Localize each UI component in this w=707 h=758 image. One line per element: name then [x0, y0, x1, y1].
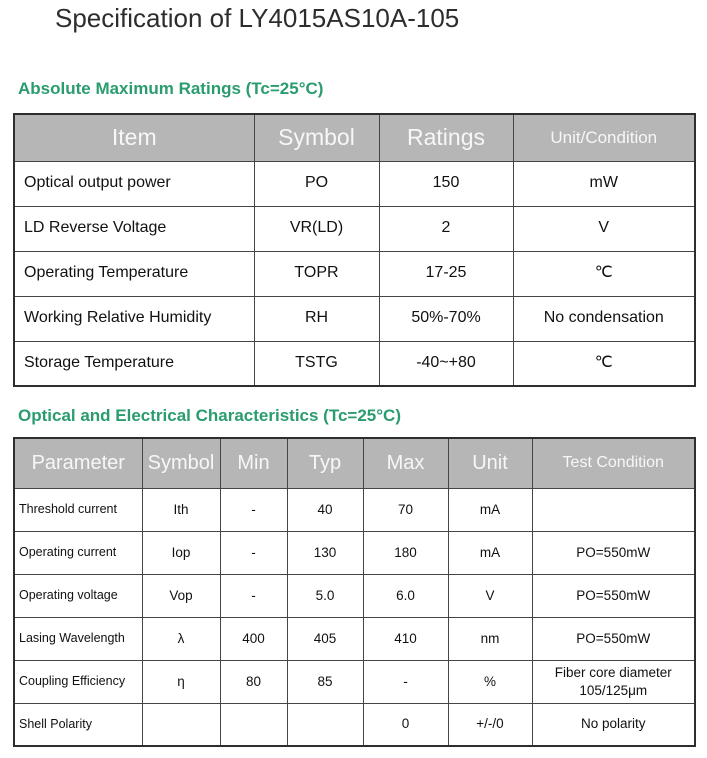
table-cell: -	[220, 531, 287, 574]
table-cell: 85	[287, 660, 363, 703]
table-cell: 0	[363, 703, 448, 746]
table-cell: Coupling Efficiency	[14, 660, 142, 703]
table-cell	[220, 703, 287, 746]
table-cell: %	[448, 660, 532, 703]
table-cell: TOPR	[254, 251, 379, 296]
table-cell: 70	[363, 488, 448, 531]
column-header-parameter: Parameter	[14, 438, 142, 488]
table-cell: 50%-70%	[379, 296, 513, 341]
table-cell: PO=550mW	[532, 574, 695, 617]
table-cell: VR(LD)	[254, 206, 379, 251]
table-cell: Ith	[142, 488, 220, 531]
section-heading-optical-electrical-characteristics: Optical and Electrical Characteristics (Tc=25°C)	[18, 406, 401, 425]
table-cell: 130	[287, 531, 363, 574]
table-cell: Shell Polarity	[14, 703, 142, 746]
table-cell: 40	[287, 488, 363, 531]
table-header-row	[14, 114, 695, 161]
table-row	[14, 296, 695, 341]
table-cell: 180	[363, 531, 448, 574]
column-header-symbol: Symbol	[254, 114, 379, 161]
table-cell: V	[448, 574, 532, 617]
table-row	[14, 531, 695, 574]
table-cell: 17-25	[379, 251, 513, 296]
table-cell: Vop	[142, 574, 220, 617]
table-cell: 80	[220, 660, 287, 703]
column-header-typ: Typ	[287, 438, 363, 488]
table-cell: No polarity	[532, 703, 695, 746]
table-cell: Lasing Wavelength	[14, 617, 142, 660]
table-cell: -	[363, 660, 448, 703]
table-cell	[532, 488, 695, 531]
optical-electrical-characteristics-table	[13, 437, 696, 747]
table-row	[14, 341, 695, 386]
table-cell: LD Reverse Voltage	[14, 206, 254, 251]
table-row	[14, 488, 695, 531]
table-cell: PO=550mW	[532, 531, 695, 574]
table-cell: PO=550mW	[532, 617, 695, 660]
table-cell: -40~+80	[379, 341, 513, 386]
table-row	[14, 574, 695, 617]
table-cell: V	[513, 206, 695, 251]
table-cell: 5.0	[287, 574, 363, 617]
table-row	[14, 660, 695, 703]
column-header-unit-condition: Unit/Condition	[513, 114, 695, 161]
table-row	[14, 206, 695, 251]
table-cell: -	[220, 574, 287, 617]
column-header-test-condition: Test Condition	[532, 438, 695, 488]
table-cell: ℃	[513, 251, 695, 296]
table-cell: Fiber core diameter 105/125μm	[532, 660, 695, 703]
table-cell: 405	[287, 617, 363, 660]
table-cell: mA	[448, 488, 532, 531]
table-cell: Iop	[142, 531, 220, 574]
table-cell: RH	[254, 296, 379, 341]
table-cell: 150	[379, 161, 513, 206]
table-cell: η	[142, 660, 220, 703]
section-heading-absolute-maximum-ratings: Absolute Maximum Ratings (Tc=25°C)	[18, 79, 324, 98]
table-cell: 410	[363, 617, 448, 660]
table-cell: Working Relative Humidity	[14, 296, 254, 341]
table-cell: TSTG	[254, 341, 379, 386]
column-header-symbol: Symbol	[142, 438, 220, 488]
table-cell: Threshold current	[14, 488, 142, 531]
table-cell	[287, 703, 363, 746]
page-title: Specification of LY4015AS10A-105	[55, 3, 460, 33]
table-cell: ℃	[513, 341, 695, 386]
table-cell: Optical output power	[14, 161, 254, 206]
table-row	[14, 251, 695, 296]
column-header-item: Item	[14, 114, 254, 161]
table-cell: Operating voltage	[14, 574, 142, 617]
table-row	[14, 617, 695, 660]
table-cell: -	[220, 488, 287, 531]
column-header-min: Min	[220, 438, 287, 488]
table-cell	[142, 703, 220, 746]
table-cell: λ	[142, 617, 220, 660]
absolute-maximum-ratings-table	[13, 113, 696, 387]
table-cell: No condensation	[513, 296, 695, 341]
table-cell: 400	[220, 617, 287, 660]
table-cell: Operating Temperature	[14, 251, 254, 296]
table-cell: Operating current	[14, 531, 142, 574]
column-header-ratings: Ratings	[379, 114, 513, 161]
table-row	[14, 703, 695, 746]
table-cell: mA	[448, 531, 532, 574]
table-row	[14, 161, 695, 206]
table-header-row	[14, 438, 695, 488]
table-cell: mW	[513, 161, 695, 206]
table-cell: +/-/0	[448, 703, 532, 746]
table-cell: 2	[379, 206, 513, 251]
table-cell: PO	[254, 161, 379, 206]
column-header-max: Max	[363, 438, 448, 488]
table-cell: 6.0	[363, 574, 448, 617]
table-cell: nm	[448, 617, 532, 660]
column-header-unit: Unit	[448, 438, 532, 488]
table-cell: Storage Temperature	[14, 341, 254, 386]
